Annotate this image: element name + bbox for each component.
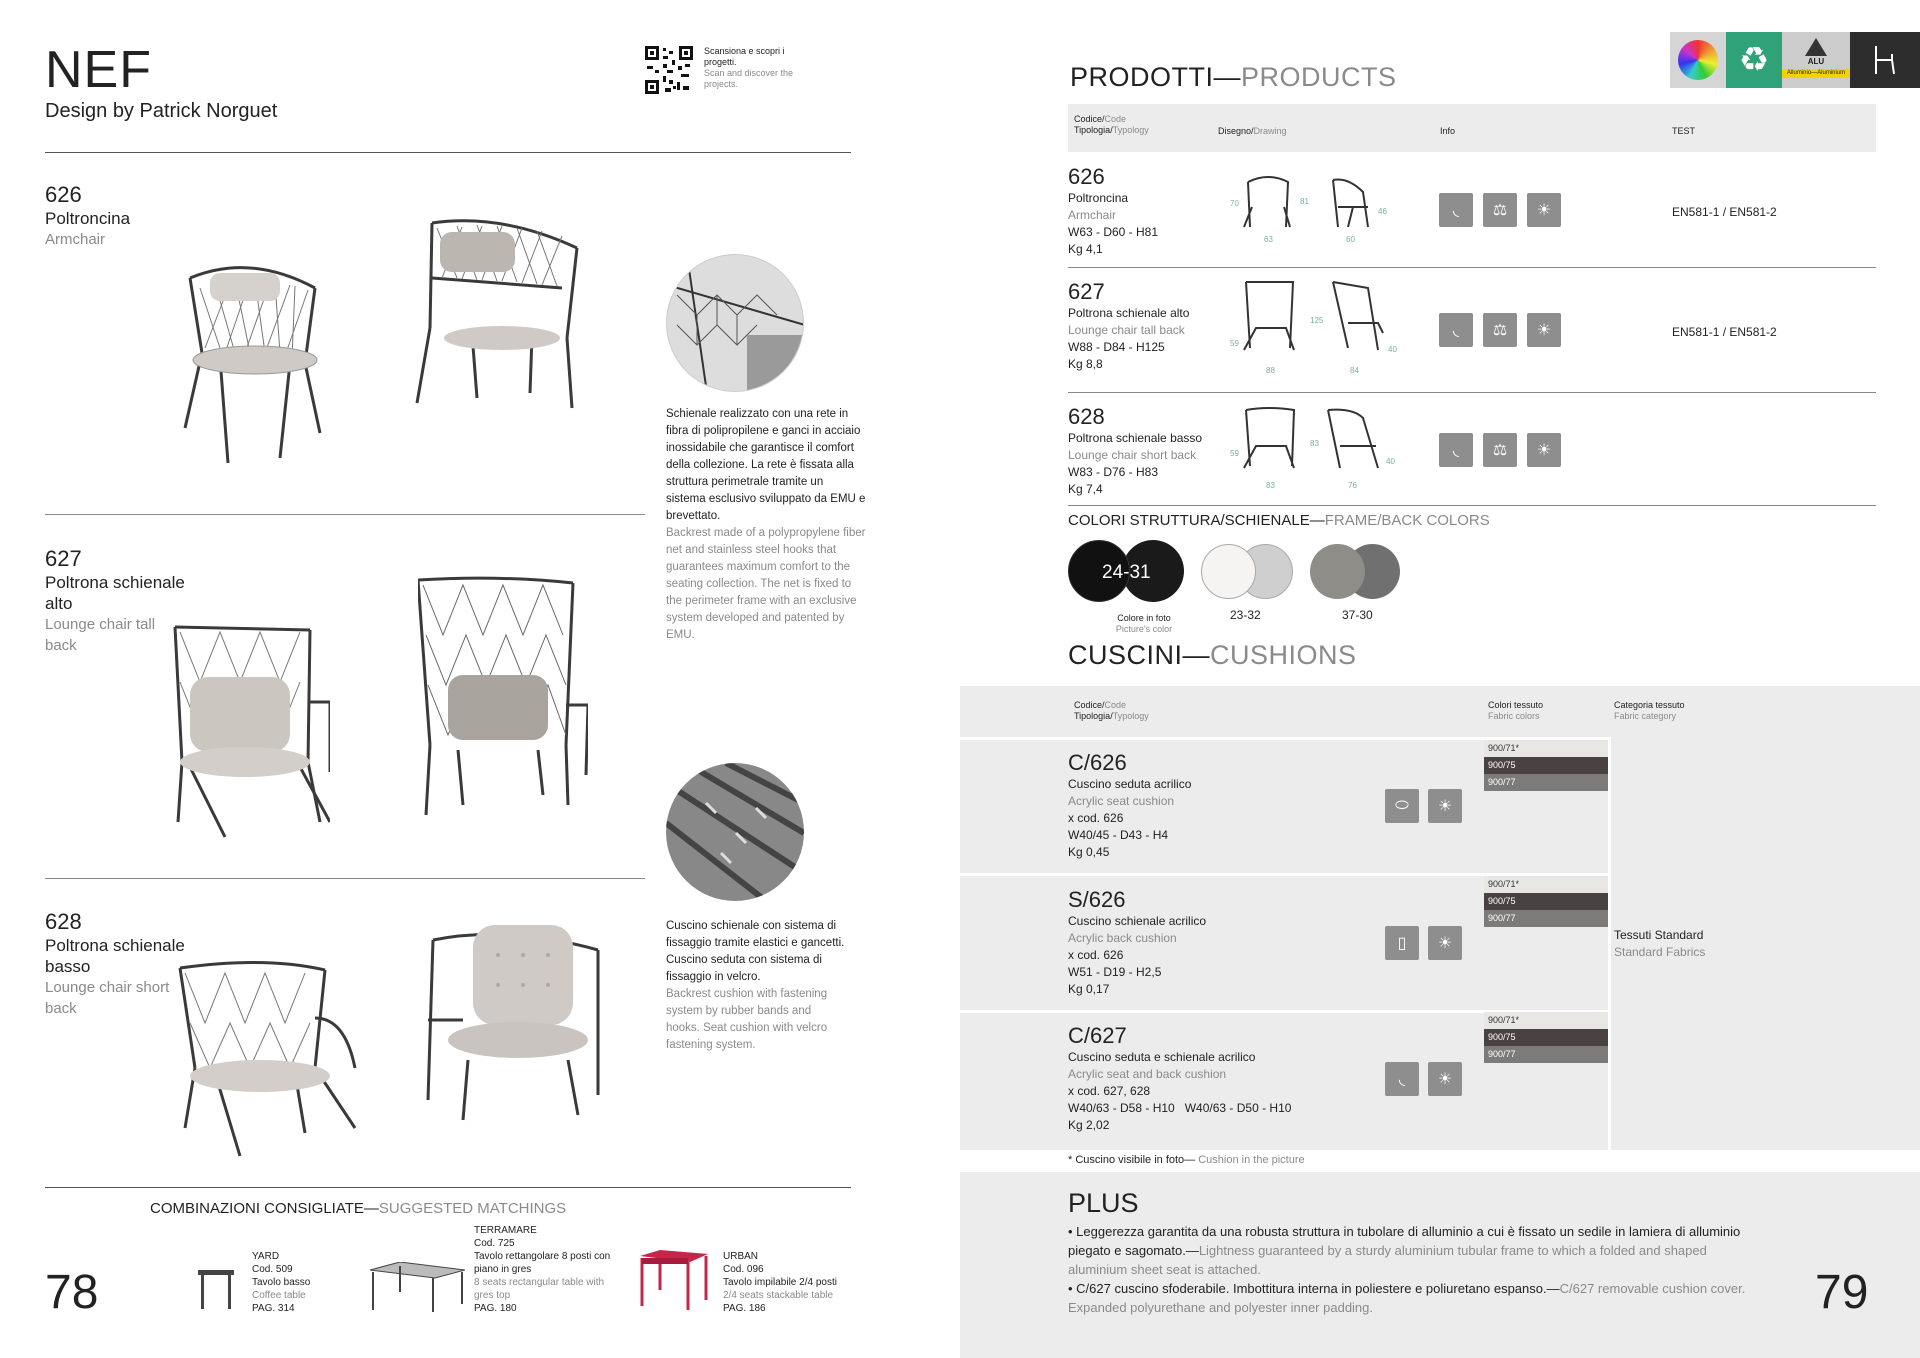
chair-icon	[1850, 32, 1920, 88]
cushion-name-it: Cuscino seduta e schienale acrilico	[1068, 1050, 1256, 1064]
fabric-swatch[interactable]: 900/71*	[1484, 876, 1608, 893]
matching-type-it: Tavolo rettangolare 8 posti con piano in gres	[474, 1251, 611, 1275]
header-test: TEST	[1672, 126, 1696, 136]
page-number-left: 78	[45, 1266, 99, 1319]
detail-cushion-image	[666, 763, 804, 901]
urban-table-image[interactable]	[640, 1250, 708, 1312]
color-wheel-badge	[1670, 32, 1726, 88]
swatch-label: 23-32	[1230, 608, 1261, 622]
weather-icon: ☀	[1428, 789, 1462, 823]
row-code: 628	[1068, 404, 1105, 429]
colors-title-it: COLORI STRUTTURA/SCHIENALE	[1068, 512, 1310, 529]
fabric-category-it: Tessuti Standard	[1614, 928, 1704, 942]
fabric-swatch[interactable]: 900/77	[1484, 774, 1608, 791]
plus-text: • Leggerezza garantita da una robusta struttura in tubolare di alluminio a cui è fissato un sedile in lamiera di alluminio piegato e sagomato.—Lightness guaranteed by a sturdy aluminium tubular frame to which a folded and shaped aluminium sheet seat is attached. • C/627 cuscino sfoderabile. Imbottitura interna in poliestere e poliuretano espanso.—C/627 removable cushion cover. Expanded polyurethane and polyester inner padding.	[1068, 1224, 1746, 1315]
seat-icon: ◟	[1439, 433, 1473, 467]
product-code: 627	[45, 546, 82, 571]
cushion-code: S/626	[1068, 887, 1126, 912]
matching-code: Cod. 096	[723, 1264, 764, 1275]
matching-page: PAG. 314	[252, 1303, 295, 1314]
net-description-en: Backrest made of a polypropylene fiber net and stainless steel hooks that guarantees maximum comfort to the seating collection. The net is fixed to the perimeter frame with an exclusive system developed and patented by EMU.	[666, 527, 866, 641]
header-code	[1074, 114, 1149, 136]
drawing-626	[1228, 172, 1388, 246]
matching-name: TERRAMARE	[474, 1225, 537, 1236]
designer-subtitle: Design by Patrick Norguet	[45, 100, 278, 122]
products-table-header	[1068, 104, 1876, 152]
matching-type-it: Tavolo impilabile 2/4 posti	[723, 1277, 837, 1288]
matching-name: YARD	[252, 1251, 280, 1262]
recycle-icon: ♻	[1726, 32, 1782, 88]
dim-label: 83	[1266, 481, 1275, 490]
lounge-628-front-image	[175, 958, 365, 1158]
alu-label: ALU	[1807, 57, 1825, 66]
weather-icon: ☀	[1527, 433, 1561, 467]
color-wheel-icon	[1678, 40, 1718, 80]
dim-label: 63	[1264, 235, 1273, 244]
row-name-en: Lounge chair tall back	[1068, 323, 1185, 337]
dim-label: 70	[1230, 199, 1239, 208]
fabric-swatch[interactable]: 900/75	[1484, 757, 1608, 774]
row-dims: W63 - D60 - H81	[1068, 225, 1159, 239]
products-title: PRODOTTI—PRODUCTS	[1070, 62, 1397, 92]
colors-title-en: FRAME/BACK COLORS	[1324, 512, 1490, 529]
cushion-for: x cod. 626	[1068, 811, 1124, 825]
fabric-colors	[1484, 876, 1608, 927]
aluminium-badge	[1782, 32, 1850, 88]
fabric-swatch[interactable]: 900/71*	[1484, 1012, 1608, 1029]
seat-icon: ◟	[1439, 193, 1473, 227]
alu-sublabel: Alluminio—Aluminium	[1782, 69, 1850, 78]
cushion-name-it: Cuscino schienale acrilico	[1068, 914, 1207, 928]
qr-caption	[704, 46, 794, 90]
qr-caption-it: Scansiona e scopri i progetti.	[704, 46, 785, 67]
cushion-name-it: Cuscino seduta acrilico	[1068, 777, 1192, 791]
row-code: 626	[1068, 164, 1105, 189]
row-weight: Kg 4,1	[1068, 242, 1103, 256]
plus-title: PLUS	[1068, 1188, 1139, 1218]
fabric-swatch[interactable]: 900/77	[1484, 910, 1608, 927]
divider	[1068, 267, 1876, 268]
cushion-note: * Cuscino visibile in foto— Cushion in the picture	[1068, 1154, 1305, 1166]
matching-yard[interactable]	[252, 1250, 342, 1315]
cheader-code-en: Code	[1104, 700, 1127, 710]
cushion-weight: Kg 0,45	[1068, 845, 1110, 859]
cushion-for: x cod. 626	[1068, 948, 1124, 962]
matching-urban[interactable]	[723, 1250, 863, 1315]
detail-net-image	[666, 254, 804, 392]
product-name-it: Poltroncina	[45, 209, 131, 228]
dim-label: 81	[1300, 197, 1309, 206]
header-drawing	[1218, 126, 1287, 137]
weather-icon: ☀	[1527, 313, 1561, 347]
picture-color-en: Picture's color	[1115, 624, 1173, 634]
divider	[1068, 392, 1876, 393]
terramare-table-image[interactable]	[370, 1262, 465, 1312]
cushion-name-en: Acrylic seat cushion	[1068, 794, 1175, 808]
header-info: Info	[1440, 126, 1456, 136]
cushion-name-en: Acrylic seat and back cushion	[1068, 1067, 1227, 1081]
row-name-it: Poltroncina	[1068, 191, 1129, 205]
row-dims: W88 - D84 - H125	[1068, 340, 1165, 354]
products-title-en: PRODUCTS	[1241, 62, 1397, 92]
cushion-row	[1068, 750, 1428, 861]
row-code: 627	[1068, 279, 1105, 304]
product-name-en: Lounge chair tall back	[45, 616, 156, 654]
matching-page: PAG. 186	[723, 1303, 766, 1314]
products-title-it: PRODOTTI	[1070, 62, 1214, 92]
cushion-code: C/627	[1068, 1023, 1127, 1048]
cheader-cat-it: Categoria tessuto	[1614, 700, 1685, 710]
row-weight: Kg 8,8	[1068, 357, 1103, 371]
row-name-it: Poltrona schienale basso	[1068, 431, 1203, 445]
row-test: EN581-1 / EN581-2	[1672, 325, 1777, 339]
product-626-label	[45, 182, 195, 250]
header-draw-en: Drawing	[1253, 126, 1287, 136]
dim-label: 40	[1386, 457, 1395, 466]
cheader-type-en: Typology	[1112, 711, 1149, 721]
header-type-en: Typology	[1112, 125, 1149, 135]
row-weight: Kg 7,4	[1068, 482, 1103, 496]
matching-terramare[interactable]	[474, 1224, 614, 1315]
cushion-header-category	[1614, 700, 1685, 722]
divider	[1068, 505, 1876, 506]
yard-table-image[interactable]	[198, 1268, 234, 1310]
cushion-header-fabric	[1488, 700, 1543, 722]
plus1-it: • Leggerezza garantita da una robusta struttura in tubolare di alluminio a cui è fissato un sedile in lamiera di alluminio piegato e sagomato.	[1068, 1224, 1741, 1258]
matching-type-en: 2/4 seats stackable table	[723, 1290, 834, 1301]
header-code-it: Codice/	[1074, 114, 1105, 124]
matchings-title: COMBINAZIONI CONSIGLIATE—SUGGESTED MATCHINGS	[150, 1200, 567, 1217]
product-code: 626	[45, 182, 82, 207]
matching-type-en: 8 seats rectangular table with gres top	[474, 1277, 605, 1301]
cushion-description-en: Backrest cushion with fastening system by rubber bands and hooks. Seat cushion with velcro fastening system.	[666, 988, 828, 1051]
drawing-628	[1228, 406, 1398, 494]
product-name-it: Poltrona schienale alto	[45, 573, 185, 613]
weight-icon: ⚖	[1483, 193, 1517, 227]
qr-caption-en: Scan and discover the projects.	[704, 68, 794, 89]
color-swatch-37-30[interactable]	[1310, 544, 1365, 599]
picture-color-note	[1094, 613, 1194, 635]
dim-label: 60	[1346, 235, 1355, 244]
row-name-it: Poltrona schienale alto	[1068, 306, 1190, 320]
fabric-category	[1614, 927, 1705, 961]
divider	[45, 878, 645, 879]
fabric-swatch[interactable]: 900/75	[1484, 1029, 1608, 1046]
weight-icon: ⚖	[1483, 433, 1517, 467]
cushion-weight: Kg 2,02	[1068, 1118, 1110, 1132]
fabric-swatch[interactable]: 900/77	[1484, 1046, 1608, 1063]
cheader-cat-en: Fabric category	[1614, 711, 1677, 721]
colors-title: COLORI STRUTTURA/SCHIENALE—FRAME/BACK COLORS	[1068, 512, 1490, 529]
cushion-header-code	[1074, 700, 1149, 722]
cushion-dims: W40/45 - D43 - H4	[1068, 828, 1169, 842]
cushion-note-it: * Cuscino visibile in foto	[1068, 1154, 1185, 1166]
alu-triangle-icon	[1805, 38, 1827, 56]
header-draw-it: Disegno/	[1218, 126, 1254, 136]
matching-code: Cod. 725	[474, 1238, 515, 1249]
plus1-en: Lightness guaranteed by a sturdy aluminium tubular frame to which a folded and shaped aluminium sheet seat is attached.	[1068, 1243, 1707, 1277]
cushion-for: x cod. 627, 628	[1068, 1084, 1151, 1098]
divider	[45, 1187, 851, 1188]
fabric-swatch[interactable]: 900/71*	[1484, 740, 1608, 757]
armchair-626-back-image	[412, 218, 582, 413]
cushion-weight: Kg 0,17	[1068, 982, 1110, 996]
dim-label: 88	[1266, 366, 1275, 375]
cushion-description-it: Cuscino schienale con sistema di fissaggio tramite elastici e gancetti. Cuscino seduta con sistema di fissaggio in velcro.	[666, 920, 845, 983]
cushion-code: C/626	[1068, 750, 1127, 775]
dim-label: 83	[1310, 439, 1319, 448]
fabric-swatch[interactable]: 900/75	[1484, 893, 1608, 910]
fabric-category-en: Standard Fabrics	[1614, 945, 1706, 959]
cushions-title-it: CUSCINI	[1068, 640, 1183, 670]
back-cushion-icon: ▯	[1385, 926, 1419, 960]
cushion-name-en: Acrylic back cushion	[1068, 931, 1177, 945]
cushion-dims: W40/63 - D58 - H10 W40/63 - D50 - H10	[1068, 1101, 1292, 1115]
matchings-title-it: COMBINAZIONI CONSIGLIATE	[150, 1200, 364, 1217]
qr-code[interactable]	[645, 46, 693, 94]
header-type-it: Tipologia/	[1074, 125, 1113, 135]
header-code-en: Code	[1104, 114, 1127, 124]
matching-page: PAG. 180	[474, 1303, 517, 1314]
matching-code: Cod. 509	[252, 1264, 293, 1275]
collection-title: NEF	[45, 41, 152, 99]
fabric-colors	[1484, 740, 1608, 791]
divider	[45, 514, 645, 515]
dim-label: 59	[1230, 339, 1239, 348]
dim-label: 59	[1230, 449, 1239, 458]
cheader-type-it: Tipologia/	[1074, 711, 1113, 721]
product-code: 628	[45, 909, 82, 934]
cushion-row	[1068, 887, 1428, 998]
weather-icon: ☀	[1527, 193, 1561, 227]
product-627-label	[45, 546, 185, 656]
cushions-title-en: CUSHIONS	[1210, 640, 1357, 670]
swatch-label: 24-31	[1102, 562, 1151, 583]
product-name-en: Armchair	[45, 231, 106, 248]
fabric-colors	[1484, 1012, 1608, 1063]
dim-label: 46	[1378, 207, 1387, 216]
cheader-fab-en: Fabric colors	[1488, 711, 1540, 721]
seat-icon: ◟	[1439, 313, 1473, 347]
net-description-it: Schienale realizzato con una rete in fibra di polipropilene e ganci in acciaio inossidabile che garantisce il comfort della collezione. La rete è fissata alla struttura perimetrale tramite un sistema esclusivo sviluppato da EMU e brevettato.	[666, 408, 866, 522]
product-name-en: Lounge chair short back	[45, 979, 170, 1017]
matching-name: URBAN	[723, 1251, 759, 1262]
armchair-626-front-image	[180, 258, 340, 468]
cushions-title: CUSCINI—CUSHIONS	[1068, 640, 1357, 670]
cushion-dims: W51 - D19 - H2,5	[1068, 965, 1162, 979]
dim-label: 84	[1350, 366, 1359, 375]
cheader-code-it: Codice/	[1074, 700, 1105, 710]
plus2-en: C/627 removable cushion cover. Expanded polyurethane and polyester inner padding.	[1068, 1281, 1746, 1315]
page-number-right: 79	[1815, 1266, 1869, 1319]
row-name-en: Lounge chair short back	[1068, 448, 1197, 462]
lounge-627-front-image	[170, 622, 330, 842]
dim-label: 40	[1388, 345, 1397, 354]
matching-type-it: Tavolo basso	[252, 1277, 311, 1288]
cushion-note-en: Cushion in the picture	[1198, 1154, 1305, 1166]
lounge-627-back-image	[418, 575, 588, 820]
divider	[1608, 737, 1611, 1150]
color-swatch-23-32[interactable]	[1201, 544, 1256, 599]
dim-label: 125	[1310, 316, 1324, 325]
product-name-it: Poltrona schienale basso	[45, 936, 185, 976]
row-dims: W83 - D76 - H83	[1068, 465, 1159, 479]
drawing-627	[1228, 278, 1398, 378]
row-test: EN581-1 / EN581-2	[1672, 205, 1777, 219]
cheader-fab-it: Colori tessuto	[1488, 700, 1544, 710]
cushion-description	[666, 918, 846, 1054]
plus2-it: • C/627 cuscino sfoderabile. Imbottitura interna in poliestere e poliuretano espanso.	[1068, 1281, 1547, 1296]
dim-label: 76	[1348, 481, 1357, 490]
picture-color-it: Colore in foto	[1117, 613, 1171, 623]
weather-icon: ☀	[1428, 926, 1462, 960]
seat-back-cushion-icon: ◟	[1385, 1062, 1419, 1096]
weather-icon: ☀	[1428, 1062, 1462, 1096]
lounge-628-back-image	[418, 920, 608, 1130]
net-description	[666, 406, 866, 644]
product-628-label	[45, 909, 185, 1019]
divider	[45, 152, 851, 153]
swatch-label: 37-30	[1342, 608, 1373, 622]
seat-cushion-icon: ⬭	[1385, 789, 1419, 823]
matchings-title-en: SUGGESTED MATCHINGS	[378, 1200, 567, 1217]
weight-icon: ⚖	[1483, 313, 1517, 347]
row-name-en: Armchair	[1068, 208, 1117, 222]
matching-type-en: Coffee table	[252, 1290, 306, 1301]
